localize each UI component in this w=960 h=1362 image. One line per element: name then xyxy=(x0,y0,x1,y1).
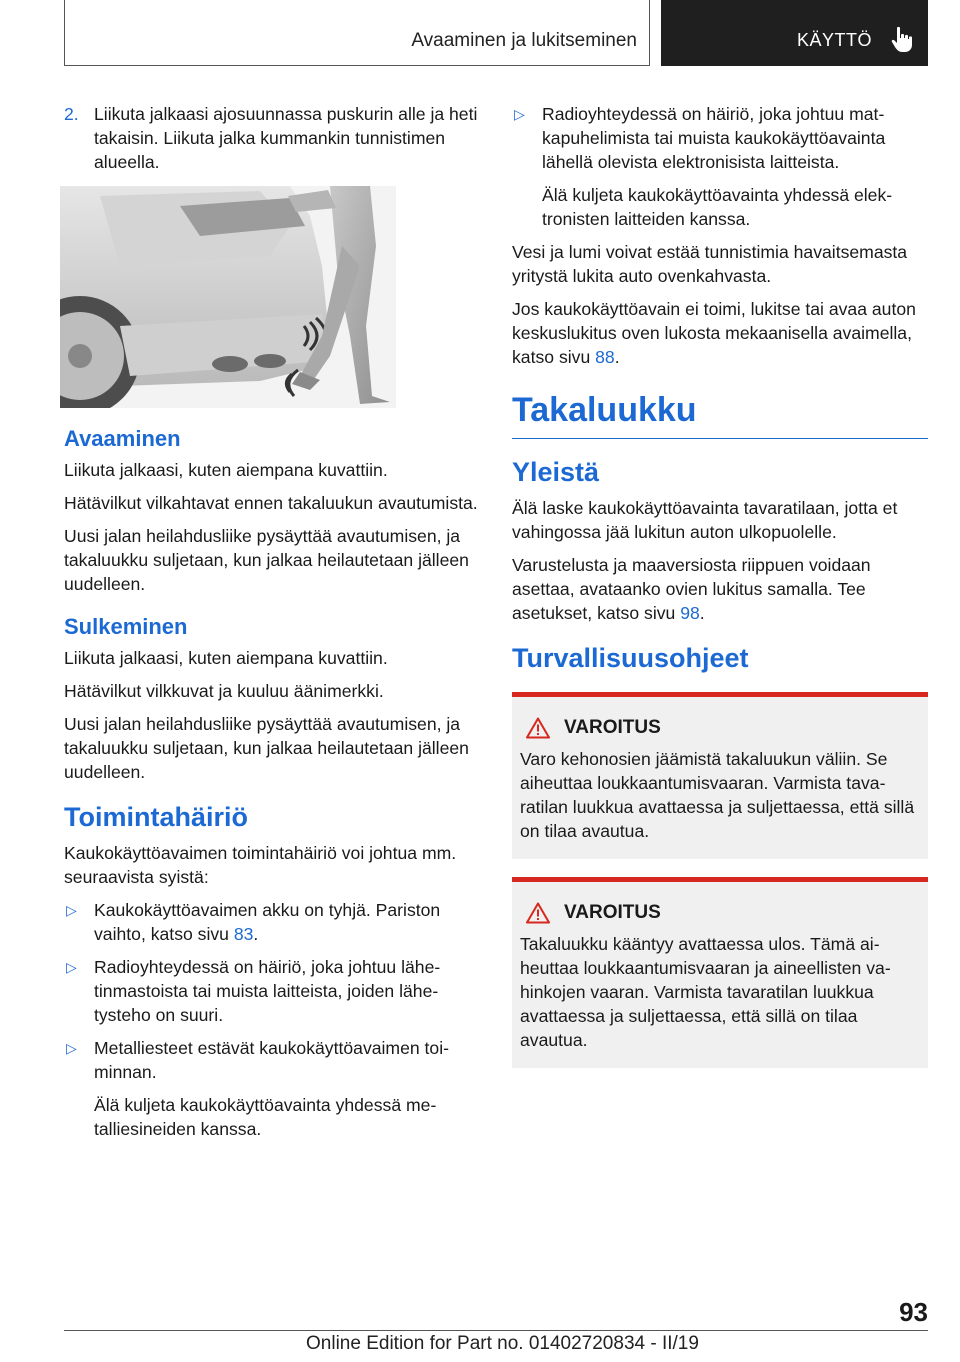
closing-paragraph-3: Uusi jalan heilahdusliike pysäyttää avautumisen, ja takaluukku suljetaan, kun jalkaa heilautetaan jälleen uudelleen. xyxy=(64,714,469,782)
step-item xyxy=(64,102,478,174)
bullet-subtext: Älä kuljeta kaukokäyttöavainta yhdessä elektronisten laitteiden kanssa. xyxy=(542,185,893,229)
page-header xyxy=(64,0,928,66)
triangle-bullet-icon: ▷ xyxy=(514,106,525,122)
paragraph-end: . xyxy=(614,347,620,367)
warning-text: Varo kehonosien jäämistä takaluukun väliin. Se aiheuttaa loukkaantumisvaaran. Varmista tavaratilan luukkua avattaessa ja suljettaessa, että sillä on tilaa avautua. xyxy=(520,749,915,841)
triangle-bullet-icon: ▷ xyxy=(66,959,77,975)
general-paragraph-2 xyxy=(512,553,928,625)
warning-title: VAROITUS xyxy=(564,902,661,923)
mechanical-key-paragraph xyxy=(512,297,928,369)
malfunction-intro: Kaukokäyttöavaimen toimintahäiriö voi johtua mm. seuraavista syistä: xyxy=(64,843,457,887)
warning-header xyxy=(520,717,920,739)
bullet-end: . xyxy=(253,924,259,944)
opening-paragraph-1: Liikuta jalkaasi, kuten aiempana kuvattiin. xyxy=(64,460,388,480)
bullet-subtext: Älä kuljeta kaukokäyttöavainta yhdessä metalliesineiden kanssa. xyxy=(94,1095,437,1139)
closing-paragraph-2: Hätävilkut vilkkuvat ja kuuluu äänimerkki. xyxy=(64,681,384,701)
page-link-83[interactable]: 83 xyxy=(233,924,254,944)
closing-paragraph-1: Liikuta jalkaasi, kuten aiempana kuvattiin. xyxy=(64,648,388,668)
hand-pointer-icon xyxy=(888,24,918,54)
warning-title: VAROITUS xyxy=(564,717,661,738)
step-text: Liikuta jalkaasi ajosuunnassa puskurin alle ja heti takaisin. Liikuta jalka kummankin tunnistimen alueella. xyxy=(94,104,478,172)
list-item xyxy=(64,1036,478,1084)
list-item xyxy=(512,102,928,174)
triangle-bullet-icon: ▷ xyxy=(66,902,77,918)
paragraph-text: Varustelusta ja maaversiosta riippuen voidaan asettaa, avataanko ovien lukitus samalla. Tee asetukset, katso sivu xyxy=(512,555,871,623)
warning-box xyxy=(512,692,928,859)
bullet-text: Radioyhteydessä on häiriö, joka johtuu lähetinmastoista tai muista laitteista, joiden lähetysteho on suuri. xyxy=(94,957,441,1025)
page-number: 93 xyxy=(899,1297,928,1327)
triangle-bullet-icon: ▷ xyxy=(66,1040,77,1056)
kick-sensor-illustration xyxy=(60,186,396,408)
general-paragraph-1: Älä laske kaukokäyttöavainta tavaratilaan, jotta et vahingossa jää lukitun auton ulkopuolelle. xyxy=(512,498,898,542)
warning-text: Takaluukku kääntyy avattaessa ulos. Tämä aiheuttaa loukkaantumisvaaran ja aineellisten vahinkojen vaaran. Varmista tavaratilan luukkua avattaessa ja suljettaessa, että sillä on tilaa avautua. xyxy=(520,934,891,1050)
section-title: Avaaminen ja lukitseminen xyxy=(411,30,637,51)
list-item xyxy=(64,898,478,946)
footer-divider xyxy=(64,1330,928,1331)
warning-triangle-icon xyxy=(526,902,550,924)
left-column xyxy=(64,102,478,1150)
edition-text: Online Edition for Part no. 01402720834 - II/19 xyxy=(306,1333,699,1354)
bullet-text: Metalliesteet estävät kaukokäyttöavaimen toiminnan. xyxy=(94,1038,449,1082)
general-heading: Yleistä xyxy=(512,457,600,487)
list-item xyxy=(64,955,478,1027)
closing-heading: Sulkeminen xyxy=(64,614,188,639)
opening-paragraph-2: Hätävilkut vilkahtavat ennen takaluukun avautumista. xyxy=(64,493,478,513)
bullet-text: Kaukokäyttöavaimen akku on tyhjä. Pariston vaihto, katso sivu xyxy=(94,900,441,944)
opening-paragraph-3: Uusi jalan heilahdusliike pysäyttää avautumisen, ja takaluukku suljetaan, kun jalkaa heilautetaan jälleen uudelleen. xyxy=(64,526,469,594)
opening-heading: Avaaminen xyxy=(64,426,181,451)
right-column xyxy=(512,102,928,1068)
chapter-title: KÄYTTÖ xyxy=(796,30,872,50)
step-number: 2. xyxy=(64,104,79,124)
section-tab xyxy=(64,0,650,66)
warning-header xyxy=(520,902,920,924)
bullet-text: Radioyhteydessä on häiriö, joka johtuu matkapuhelimista tai muista kaukokäyttöavainta lähellä olevista elektronisista laitteista. xyxy=(542,104,886,172)
page-link-88[interactable]: 88 xyxy=(595,347,615,367)
paragraph-end: . xyxy=(699,603,705,623)
chapter-tab xyxy=(661,0,928,66)
water-paragraph: Vesi ja lumi voivat estää tunnistimia havaitsemasta yritystä lukita auto ovenkahvasta. xyxy=(512,242,908,286)
warning-triangle-icon xyxy=(526,717,550,739)
safety-heading: Turvallisuusohjeet xyxy=(512,643,749,673)
paragraph-text: Jos kaukokäyttöavain ei toimi, lukitse tai avaa auton keskuslukitus oven lukosta mekaanisella avaimella, katso sivu xyxy=(512,299,916,367)
malfunction-heading: Toimintahäiriö xyxy=(64,802,249,832)
tailgate-heading: Takaluukku xyxy=(512,391,928,439)
car-rear-foot-image xyxy=(60,186,396,408)
warning-box xyxy=(512,877,928,1068)
page-link-98[interactable]: 98 xyxy=(680,603,700,623)
